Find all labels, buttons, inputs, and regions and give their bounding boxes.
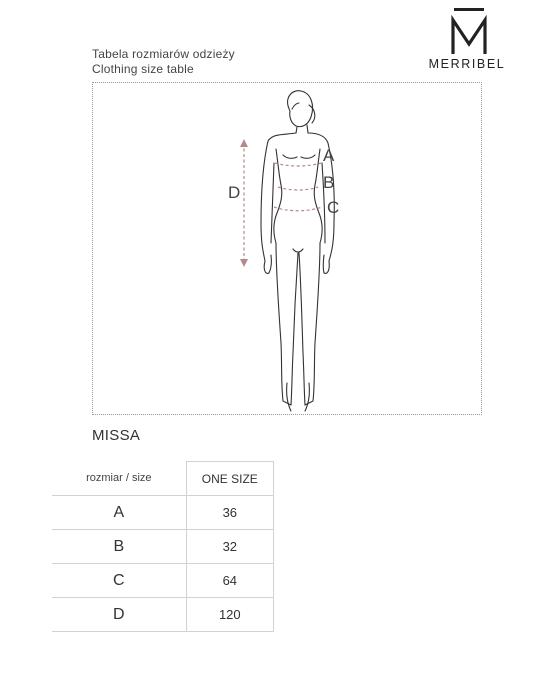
- row-label: C: [52, 564, 186, 598]
- body-silhouette-illustration: [93, 83, 483, 416]
- row-label: B: [52, 530, 186, 564]
- row-value: 64: [186, 564, 273, 598]
- brand-name: MERRIBEL: [428, 57, 506, 71]
- table-row: [52, 530, 274, 564]
- header-one-size: ONE SIZE: [186, 462, 273, 496]
- body-measurement-figure: [92, 82, 482, 415]
- merribel-m-logo-icon: [449, 8, 489, 56]
- table-row: [52, 598, 274, 632]
- heading-polish: Tabela rozmiarów odzieży: [92, 47, 235, 61]
- row-value: 120: [186, 598, 273, 632]
- model-name: MISSA: [92, 427, 141, 444]
- measurement-label-d: D: [228, 183, 241, 202]
- row-label: D: [52, 598, 186, 632]
- header-size-label: rozmiar / size: [52, 462, 186, 496]
- table-row: [52, 496, 274, 530]
- row-value: 32: [186, 530, 273, 564]
- measurement-label-c: C: [327, 198, 340, 217]
- heading-english: Clothing size table: [92, 62, 194, 76]
- size-table: [52, 461, 274, 632]
- table-header-row: [52, 462, 274, 496]
- row-label: A: [52, 496, 186, 530]
- row-value: 36: [186, 496, 273, 530]
- size-table-heading: [92, 47, 235, 77]
- measurement-label-a: A: [323, 146, 335, 165]
- measurement-label-b: B: [323, 173, 335, 192]
- table-row: [52, 564, 274, 598]
- brand-logo: [417, 8, 517, 78]
